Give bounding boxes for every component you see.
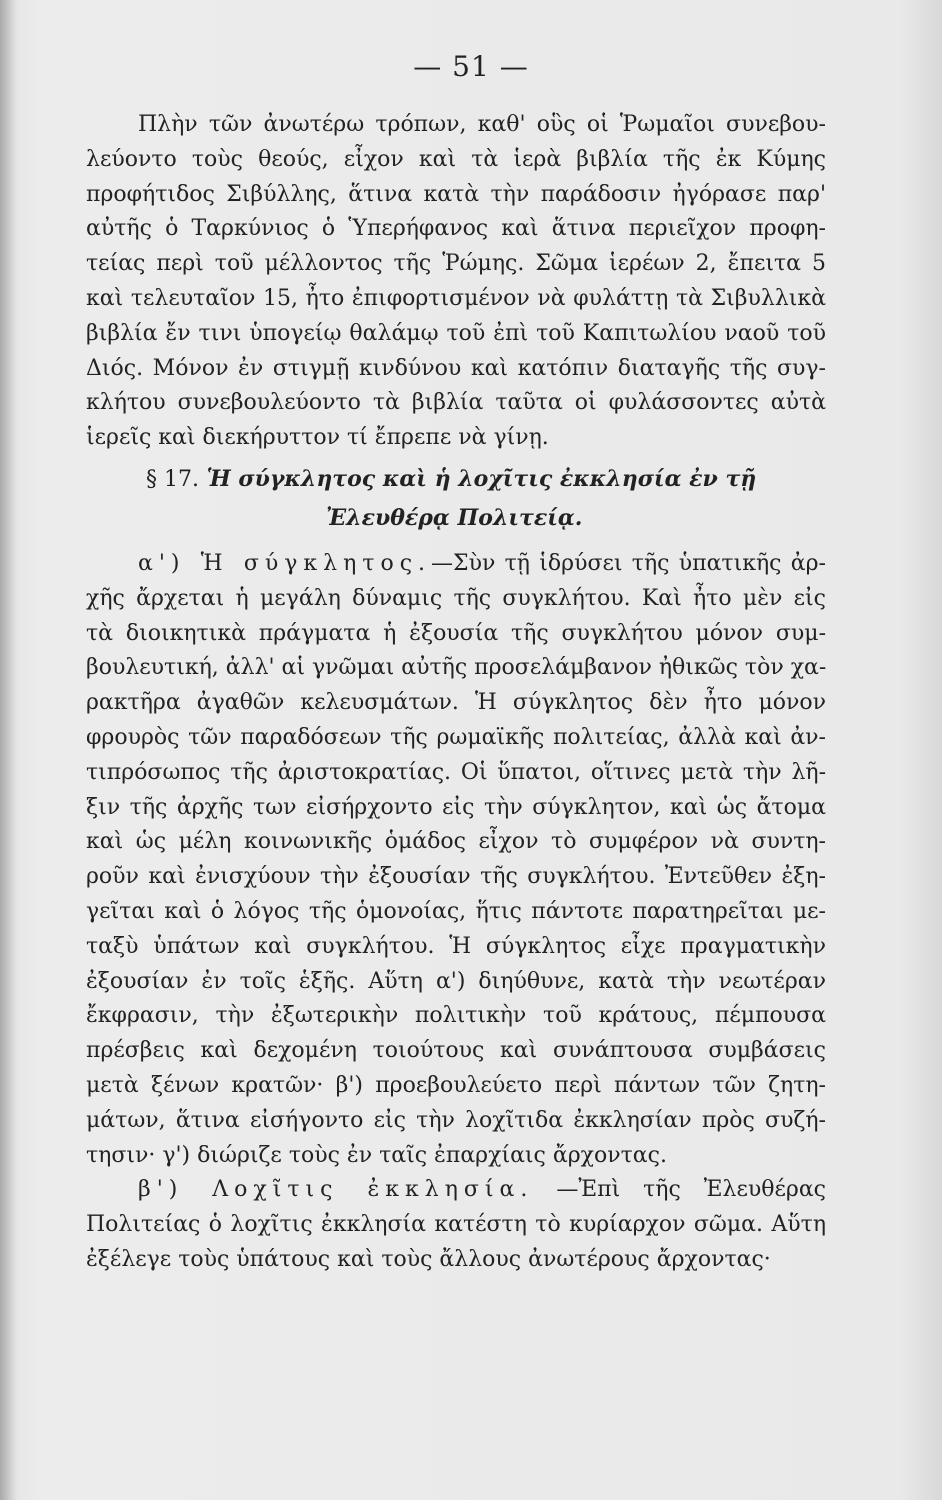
text-line: βουλευτική, ἀλλ' αἱ γνῶμαι αὐτῆς προσελάμβανον ἠθικῶς τὸν χα- bbox=[86, 655, 827, 681]
text-line: ρακτῆρα ἀγαθῶν κελευσμάτων. Ἡ σύγκλητος δὲν ἦτο μόνον bbox=[86, 690, 826, 716]
text-line: καὶ τελευταῖον 15, ἦτο ἐπιφορτισμένον νὰ φυλάττῃ τὰ Σιβυλλικὰ bbox=[86, 285, 826, 311]
text-line: μάτων, ἅτινα εἰσήγοντο εἰς τὴν λοχῖτιδα ἐκκλησίαν πρὸς συζή- bbox=[86, 1107, 826, 1133]
text-line bbox=[86, 1173, 826, 1208]
text-line bbox=[86, 547, 826, 582]
page-number: — 51 — bbox=[413, 50, 529, 83]
page-text bbox=[86, 108, 826, 1278]
text-line: ταξὺ ὑπάτων καὶ συγκλήτου. Ἡ σύγκλητος εἶχε πραγματικὴν bbox=[86, 933, 826, 959]
binding-shadow bbox=[0, 0, 18, 1500]
text-line: τιπρόσωπος τῆς ἀριστοκρατίας. Οἱ ὕπατοι, οἵτινες μετὰ τὴν λῆ- bbox=[86, 759, 826, 785]
subsection-label: β') Λοχῖτις ἐκκλησία. bbox=[138, 1177, 534, 1203]
text-line: καὶ ὡς μέλη κοινωνικῆς ὁμάδος εἶχον τὸ συμφέρον νὰ συντη- bbox=[86, 829, 826, 855]
text-span: —Σὺν τῇ ἱδρύσει τῆς ὑπατικῆς ἀρ- bbox=[431, 550, 826, 576]
text-line: ροῦν καὶ ἐνισχύουν τὴν ἐξουσίαν τῆς συγκλήτου. Ἐντεῦθεν ἐξη- bbox=[86, 864, 826, 890]
section-title-line1: Ἡ σύγκλητος καὶ ἡ λοχῖτις ἐκκλησία ἐν τῇ bbox=[206, 465, 757, 492]
text-span: —Ἐπὶ τῆς Ἐλευθέρας bbox=[533, 1177, 826, 1203]
text-line: ἱερεῖς καὶ διεκήρυττον τί ἔπρεπε νὰ γίνῃ. bbox=[86, 425, 549, 451]
text-line: μετὰ ξένων κρατῶν· β') προεβουλεύετο περὶ πάντων τῶν ζητη- bbox=[86, 1072, 826, 1098]
text-line: αὐτῆς ὁ Ταρκύνιος ὁ Ὑπερήφανος καὶ ἅτινα περιεῖχον προφη- bbox=[86, 216, 826, 242]
text-line: βιβλία ἔν τινι ὑπογείῳ θαλάμῳ τοῦ ἐπὶ τοῦ Καπιτωλίου ναοῦ τοῦ bbox=[86, 320, 826, 346]
text-line: τησιν· γ') διώριζε τοὺς ἐν ταῖς ἐπαρχίαις ἄρχοντας. bbox=[86, 1142, 667, 1168]
text-line: προφήτιδος Σιβύλλης, ἅτινα κατὰ τὴν παράδοσιν ἠγόρασε παρ' bbox=[86, 181, 826, 207]
text-line: τείας περὶ τοῦ μέλλοντος τῆς Ῥώμης. Σῶμα ἱερέων 2, ἔπειτα 5 bbox=[86, 251, 826, 277]
text-line: τὰ διοικητικὰ πράγματα ἡ ἐξουσία τῆς συγκλήτου μόνον συμ- bbox=[86, 620, 826, 646]
text-line: Πολιτείας ὁ λοχῖτις ἐκκλησία κατέστη τὸ κυρίαρχον σῶμα. Αὕτη bbox=[86, 1212, 826, 1238]
section-heading bbox=[86, 460, 826, 499]
text-line: λεύοντο τοὺς θεούς, εἶχον καὶ τὰ ἱερὰ βιβλία τῆς ἐκ Κύμης bbox=[86, 146, 826, 172]
text-line: ἐξέλεγε τοὺς ὑπάτους καὶ τοὺς ἄλλους ἀνωτέρους ἄρχοντας· bbox=[86, 1246, 771, 1272]
text-line: ξιν τῆς ἀρχῆς των εἰσήρχοντο εἰς τὴν σύγκλητον, καὶ ὡς ἄτομα bbox=[86, 794, 826, 820]
text-line: γεῖται καὶ ὁ λόγος τῆς ὁμονοίας, ἥτις πάντοτε παρατηρεῖται με- bbox=[86, 898, 826, 924]
text-line: Διός. Μόνον ἐν στιγμῇ κινδύνου καὶ κατόπιν διαταγῆς τῆς συγ- bbox=[86, 355, 826, 381]
text-line: ἐξουσίαν ἐν τοῖς ἑξῆς. Αὕτη α') διηύθυνε, κατὰ τὴν νεωτέραν bbox=[86, 968, 826, 994]
text-line: φρουρὸς τῶν παραδόσεων τῆς ρωμαϊκῆς πολιτείας, ἀλλὰ καὶ ἀν- bbox=[86, 724, 826, 750]
section-title-line2: Ἐλευθέρᾳ Πολιτείᾳ. bbox=[326, 504, 583, 531]
subsection-label: α') Ἡ σύγκλητος. bbox=[138, 550, 432, 576]
text-line: ἔκφρασιν, τὴν ἐξωτερικὴν πολιτικὴν τοῦ κράτους, πέμπουσα bbox=[86, 1003, 826, 1029]
section-number: § 17. bbox=[146, 466, 199, 492]
text-line: κλήτου συνεβουλεύοντο τὰ βιβλία ταῦτα οἱ φυλάσσοντες αὐτὰ bbox=[86, 390, 826, 416]
text-line: πρέσβεις καὶ δεχομένη τοιούτους καὶ συνάπτουσα συμβάσεις bbox=[86, 1038, 826, 1064]
text-line: Πλὴν τῶν ἀνωτέρω τρόπων, καθ' οὓς οἱ Ῥωμαῖοι συνεβου- bbox=[138, 112, 826, 137]
text-line: χῆς ἄρχεται ἡ μεγάλη δύναμις τῆς συγκλήτου. Καὶ ἦτο μὲν εἰς bbox=[86, 585, 826, 611]
